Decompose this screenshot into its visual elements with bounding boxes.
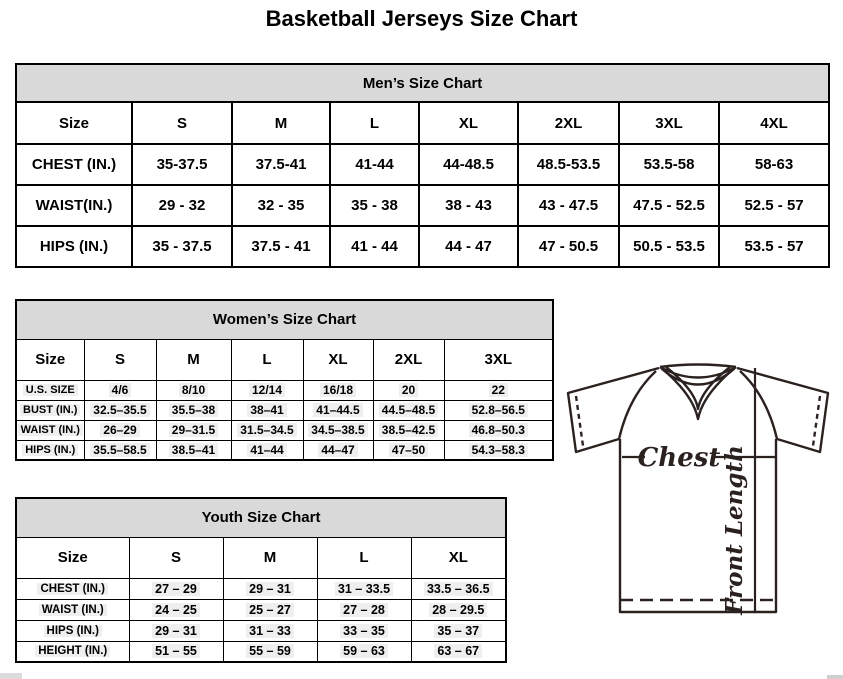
table-row	[16, 599, 506, 620]
column-header: 3XL	[444, 339, 553, 380]
size-value: 38.5–41	[156, 440, 231, 460]
size-value: 8/10	[156, 380, 231, 400]
size-value: 41–44	[231, 440, 303, 460]
column-header: 4XL	[719, 102, 829, 144]
size-value: 38–41	[231, 400, 303, 420]
row-label: U.S. SIZE	[16, 380, 84, 400]
row-label: WAIST (IN.)	[16, 599, 129, 620]
table-row	[16, 620, 506, 641]
size-value: 44.5–48.5	[373, 400, 444, 420]
table-title-band: Women’s Size Chart	[16, 300, 553, 339]
size-value: 26–29	[84, 420, 156, 440]
row-label: CHEST (IN.)	[16, 578, 129, 599]
size-value: 47–50	[373, 440, 444, 460]
size-value: 41 - 44	[330, 226, 419, 267]
size-value: 29–31.5	[156, 420, 231, 440]
size-value: 31 – 33.5	[317, 578, 411, 599]
size-value: 41-44	[330, 144, 419, 185]
column-header: XL	[411, 537, 506, 578]
column-header: S	[129, 537, 223, 578]
womens-size-chart-table	[15, 299, 554, 461]
size-value: 53.5-58	[619, 144, 719, 185]
row-label: HIPS (IN.)	[16, 620, 129, 641]
column-header: L	[317, 537, 411, 578]
page-title: Basketball Jerseys Size Chart	[265, 6, 578, 31]
row-label: WAIST(IN.)	[16, 185, 132, 226]
size-value: 27 – 28	[317, 599, 411, 620]
size-value: 46.8–50.3	[444, 420, 553, 440]
size-value: 38 - 43	[419, 185, 518, 226]
youth-size-chart-table	[15, 497, 507, 663]
size-value: 32.5–35.5	[84, 400, 156, 420]
column-header: 3XL	[619, 102, 719, 144]
scrollbar-artifact-left	[0, 673, 22, 679]
scrollbar-artifact-right	[827, 675, 843, 679]
size-value: 44-48.5	[419, 144, 518, 185]
chest-label: Chest	[637, 443, 721, 473]
row-label: BUST (IN.)	[16, 400, 84, 420]
column-header: L	[330, 102, 419, 144]
table-row	[16, 420, 553, 440]
jersey-collar	[660, 365, 736, 420]
column-header: M	[156, 339, 231, 380]
table-row	[16, 400, 553, 420]
size-value: 25 – 27	[223, 599, 317, 620]
size-value: 54.3–58.3	[444, 440, 553, 460]
size-value: 44–47	[303, 440, 373, 460]
size-value: 33 – 35	[317, 620, 411, 641]
size-value: 59 – 63	[317, 641, 411, 662]
column-header: S	[84, 339, 156, 380]
table-row	[16, 226, 829, 267]
size-value: 35 – 37	[411, 620, 506, 641]
row-label: HIPS (IN.)	[16, 440, 84, 460]
jersey-right-sleeve	[737, 368, 828, 452]
size-value: 37.5-41	[232, 144, 330, 185]
jersey-left-sleeve	[568, 368, 659, 452]
size-value: 37.5 - 41	[232, 226, 330, 267]
size-value: 58-63	[719, 144, 829, 185]
table-row	[16, 578, 506, 599]
table-row	[16, 380, 553, 400]
size-value: 47.5 - 52.5	[619, 185, 719, 226]
size-value: 35 - 37.5	[132, 226, 232, 267]
size-value: 28 – 29.5	[411, 599, 506, 620]
row-label: HIPS (IN.)	[16, 226, 132, 267]
size-value: 50.5 - 53.5	[619, 226, 719, 267]
size-value: 32 - 35	[232, 185, 330, 226]
size-value: 24 – 25	[129, 599, 223, 620]
size-value: 63 – 67	[411, 641, 506, 662]
size-value: 31.5–34.5	[231, 420, 303, 440]
column-header: Size	[16, 537, 129, 578]
column-header: L	[231, 339, 303, 380]
size-value: 20	[373, 380, 444, 400]
table-row	[16, 185, 829, 226]
size-value: 51 – 55	[129, 641, 223, 662]
size-value: 43 - 47.5	[518, 185, 619, 226]
column-header: 2XL	[518, 102, 619, 144]
row-label: WAIST (IN.)	[16, 420, 84, 440]
size-value: 29 – 31	[223, 578, 317, 599]
size-value: 34.5–38.5	[303, 420, 373, 440]
size-value: 52.5 - 57	[719, 185, 829, 226]
column-header: 2XL	[373, 339, 444, 380]
table-row	[16, 641, 506, 662]
size-value: 38.5–42.5	[373, 420, 444, 440]
left-cuff-dashed-line	[576, 396, 583, 446]
column-header: Size	[16, 102, 132, 144]
size-value: 31 – 33	[223, 620, 317, 641]
size-value: 27 – 29	[129, 578, 223, 599]
table-title-band: Men’s Size Chart	[16, 64, 829, 102]
table-row	[16, 144, 829, 185]
size-value: 35 - 38	[330, 185, 419, 226]
size-value: 16/18	[303, 380, 373, 400]
size-value: 52.8–56.5	[444, 400, 553, 420]
column-header: M	[232, 102, 330, 144]
size-value: 48.5-53.5	[518, 144, 619, 185]
size-value: 33.5 – 36.5	[411, 578, 506, 599]
size-value: 47 - 50.5	[518, 226, 619, 267]
size-value: 35-37.5	[132, 144, 232, 185]
size-value: 41–44.5	[303, 400, 373, 420]
size-value: 35.5–38	[156, 400, 231, 420]
size-value: 12/14	[231, 380, 303, 400]
size-value: 53.5 - 57	[719, 226, 829, 267]
size-value: 29 – 31	[129, 620, 223, 641]
size-value: 22	[444, 380, 553, 400]
column-header: XL	[303, 339, 373, 380]
jersey-measurement-diagram	[558, 362, 838, 628]
size-value: 55 – 59	[223, 641, 317, 662]
column-header: M	[223, 537, 317, 578]
column-header: S	[132, 102, 232, 144]
column-header: XL	[419, 102, 518, 144]
column-header: Size	[16, 339, 84, 380]
table-row	[16, 440, 553, 460]
size-value: 44 - 47	[419, 226, 518, 267]
right-armhole-seam	[740, 371, 777, 439]
size-value: 4/6	[84, 380, 156, 400]
mens-size-chart-table	[15, 63, 830, 268]
right-cuff-dashed-line	[813, 396, 820, 446]
row-label: CHEST (IN.)	[16, 144, 132, 185]
table-title-band: Youth Size Chart	[16, 498, 506, 537]
size-value: 35.5–58.5	[84, 440, 156, 460]
size-value: 29 - 32	[132, 185, 232, 226]
front-length-label: Front Length	[721, 445, 748, 615]
left-armhole-seam	[619, 371, 656, 439]
row-label: HEIGHT (IN.)	[16, 641, 129, 662]
